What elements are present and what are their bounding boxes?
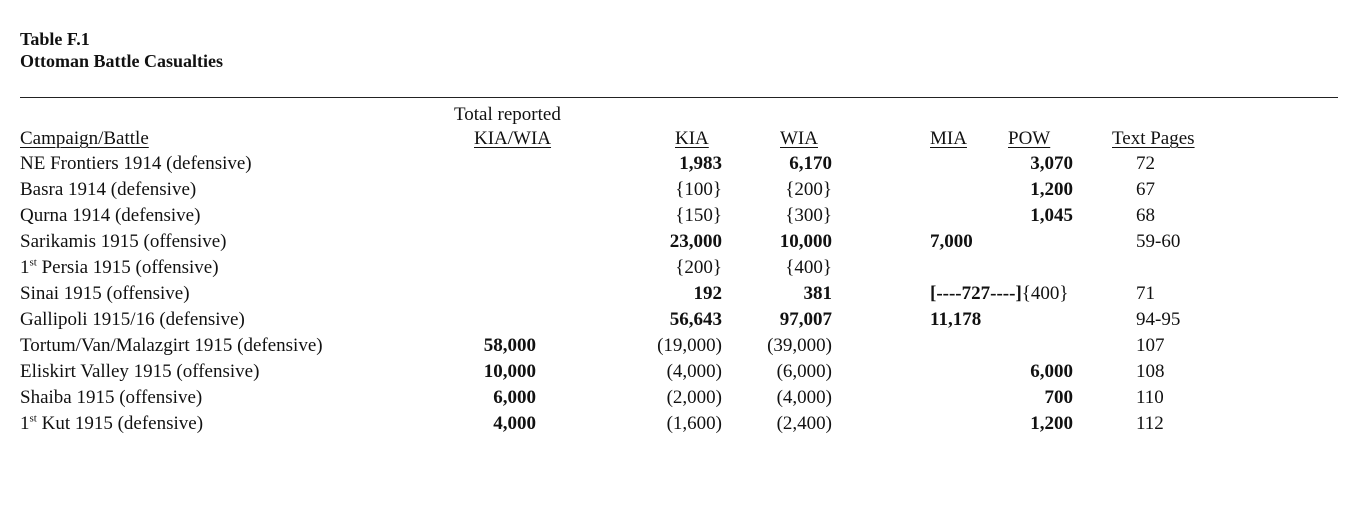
cell-pages: 112 (1136, 413, 1164, 434)
cell-campaign: Sarikamis 1915 (offensive) (20, 231, 227, 252)
campaign-ordinal-number: 1 (20, 257, 30, 278)
cell-wia: (2,400) (776, 413, 832, 434)
cell-pow: 700 (1044, 387, 1073, 408)
cell-campaign: Basra 1914 (defensive) (20, 179, 197, 200)
cell-kia: (2,000) (666, 387, 722, 408)
cell-kia: 1,983 (679, 153, 722, 174)
cell-kia: {100} (675, 179, 722, 200)
cell-total: 58,000 (483, 335, 536, 356)
cell-kia: 192 (693, 283, 722, 304)
cell-wia: {300} (785, 205, 832, 226)
cell-pages: 72 (1136, 153, 1155, 174)
table-caption (20, 28, 223, 72)
cell-campaign: NE Frontiers 1914 (defensive) (20, 153, 252, 174)
cell-pages: 108 (1136, 361, 1165, 382)
cell-mia-pow-combined (930, 283, 1069, 305)
cell-mia: 7,000 (930, 231, 973, 252)
cell-pow: 6,000 (1030, 361, 1073, 382)
cell-kia: {150} (675, 205, 722, 226)
campaign-name: Persia 1915 (offensive) (36, 257, 219, 278)
table-title: Ottoman Battle Casualties (20, 51, 223, 71)
header-total-line2: KIA/WIA (474, 128, 552, 149)
cell-kia: 56,643 (669, 309, 722, 330)
campaign-name: Kut 1915 (defensive) (36, 413, 204, 434)
cell-kia: {200} (675, 257, 722, 278)
cell-kia: (4,000) (666, 361, 722, 382)
cell-wia: 381 (803, 283, 832, 304)
campaign-ordinal-number: 1 (20, 413, 30, 434)
cell-campaign: Sinai 1915 (offensive) (20, 283, 190, 304)
cell-total: 6,000 (493, 387, 536, 408)
header-pow: POW (1008, 128, 1051, 149)
table-label: Table F.1 (20, 29, 90, 49)
cell-campaign (20, 413, 203, 435)
cell-wia: (39,000) (767, 335, 832, 356)
cell-pages: 107 (1136, 335, 1165, 356)
header-rule (20, 97, 1338, 98)
cell-pow: 1,045 (1030, 205, 1073, 226)
header-total-line1: Total reported (454, 104, 561, 125)
cell-kia: (1,600) (666, 413, 722, 434)
cell-pages: 67 (1136, 179, 1155, 200)
cell-wia: 10,000 (779, 231, 832, 252)
cell-kia: 23,000 (669, 231, 722, 252)
cell-pages: 68 (1136, 205, 1155, 226)
cell-campaign: Qurna 1914 (defensive) (20, 205, 201, 226)
cell-campaign: Tortum/Van/Malazgirt 1915 (defensive) (20, 335, 323, 356)
cell-pages: 110 (1136, 387, 1164, 408)
cell-wia: 97,007 (779, 309, 832, 330)
cell-campaign: Eliskirt Valley 1915 (offensive) (20, 361, 260, 382)
cell-total: 10,000 (483, 361, 536, 382)
mia-pow-bracket-value: [----727----] (930, 283, 1022, 304)
cell-total: 4,000 (493, 413, 536, 434)
campaign-ordinal-suffix: st (29, 412, 37, 425)
cell-mia: 11,178 (930, 309, 982, 330)
cell-wia: {200} (785, 179, 832, 200)
header-wia: WIA (780, 128, 818, 149)
cell-pages: 71 (1136, 283, 1155, 304)
header-mia: MIA (930, 128, 967, 149)
cell-pow: 1,200 (1030, 179, 1073, 200)
campaign-ordinal-suffix: st (29, 256, 37, 269)
header-kia: KIA (675, 128, 709, 149)
header-campaign: Campaign/Battle (20, 128, 149, 149)
mia-pow-estimate: {400} (1021, 283, 1069, 304)
cell-wia: (6,000) (776, 361, 832, 382)
cell-wia: {400} (785, 257, 832, 278)
cell-campaign (20, 257, 219, 279)
cell-wia: 6,170 (789, 153, 832, 174)
cell-pages: 59-60 (1136, 231, 1181, 252)
cell-campaign: Shaiba 1915 (offensive) (20, 387, 203, 408)
header-pages: Text Pages (1112, 128, 1195, 149)
cell-pow: 1,200 (1030, 413, 1073, 434)
cell-pages: 94-95 (1136, 309, 1181, 330)
cell-campaign: Gallipoli 1915/16 (defensive) (20, 309, 245, 330)
cell-wia: (4,000) (776, 387, 832, 408)
cell-pow: 3,070 (1030, 153, 1073, 174)
cell-kia: (19,000) (657, 335, 722, 356)
